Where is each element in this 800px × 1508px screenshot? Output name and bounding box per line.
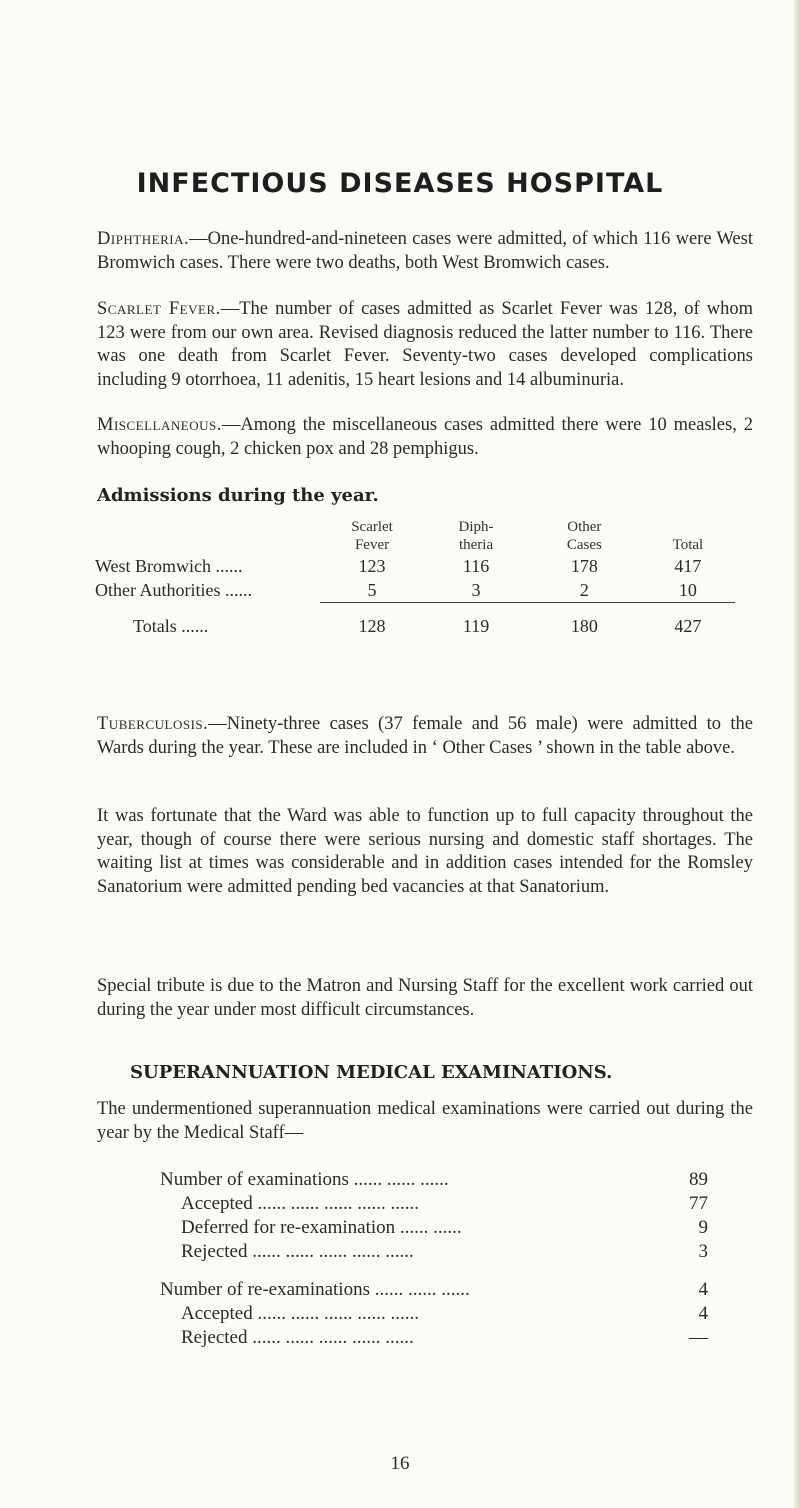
scarlet-heading: Scarlet Fever. [97, 299, 221, 319]
page-number: 16 [390, 1453, 410, 1474]
list-item-value: 77 [689, 1193, 708, 1214]
list-item-value: 9 [698, 1217, 708, 1238]
paragraph-diphtheria [97, 228, 753, 275]
table-row: West Bromwich ...... 123 116 178 417 [95, 555, 702, 576]
paragraph-fortunate: It was fortunate that the Ward was able to function up to full capacity throughout the year, though of course there were serious nursing and domestic staff shortages. The waiting list at times was considerable and in addition cases intended for the Romsley Sanatorium were admitted pending bed vacancies at that Sanatorium. [97, 806, 753, 897]
page-title: INFECTIOUS DISEASES HOSPITAL [136, 168, 664, 199]
superannuation-intro: The undermentioned superannuation medical examinations were carried out during the year by the Medical Staff— [97, 1099, 753, 1143]
totals-row: Totals ...... 128 119 180 427 [95, 603, 735, 638]
list-item-value: 89 [689, 1169, 708, 1190]
col-diphtheria: Diph- theria [458, 519, 494, 553]
admissions-header-row [95, 518, 735, 554]
paragraph-tuberculosis [97, 713, 753, 760]
list-item: Rejected ...... ...... ...... ...... ...... [181, 1241, 414, 1262]
list-item-value: 3 [698, 1241, 708, 1262]
paragraph-scarlet-fever [97, 298, 753, 392]
admissions-heading: Admissions during the year. [97, 485, 379, 506]
admissions-table [95, 518, 735, 637]
paragraph-tribute: Special tribute is due to the Matron and Nursing Staff for the excellent work carried out during the year under most difficult circumstances. [97, 976, 753, 1020]
list-item: Deferred for re-examination ...... ...... [181, 1217, 462, 1238]
col-scarlet-fever: Scarlet Fever [351, 519, 393, 553]
paragraph-miscellaneous [97, 414, 753, 461]
list-item: Number of re-examinations ...... ...... ...... [160, 1279, 470, 1300]
list-item: Accepted ...... ...... ...... ...... ...... [181, 1303, 419, 1324]
superannuation-heading: SUPERANNUATION MEDICAL EXAMINATIONS. [130, 1062, 613, 1083]
page-edge-shadow [794, 0, 800, 1508]
list-item-value: — [689, 1327, 708, 1348]
misc-text: —Among the miscellaneous cases admitted there were 10 measles, 2 whooping cough, 2 chicken pox and 28 pemphigus. [97, 415, 753, 459]
scarlet-text: —The number of cases admitted as Scarlet Fever was 128, of whom 123 were from our own area. Revised diagnosis reduced the latter number to 116. There was one death from Scarlet Fever. Seventy-two cases developed complications including 9 otorrhoea, 11 adenitis, 15 heart lesions and 14 albuminuria. [97, 299, 753, 390]
misc-heading: Miscellaneous. [97, 415, 222, 435]
list-item: Number of examinations ...... ...... ...... [160, 1169, 449, 1190]
tuberculosis-text: —Ninety-three cases (37 female and 56 male) were admitted to the Wards during the year. These are included in ‘ Other Cases ’ shown in the table above. [97, 714, 753, 758]
list-item: Accepted ...... ...... ...... ...... ...... [181, 1193, 419, 1214]
diphtheria-text: —One-hundred-and-nineteen cases were admitted, of which 116 were West Bromwich cases. There were two deaths, both West Bromwich cases. [97, 229, 753, 273]
table-row: Other Authorities ...... 5 3 2 10 [95, 579, 697, 600]
diphtheria-heading: Diphtheria. [97, 229, 190, 249]
list-item: Rejected ...... ...... ...... ...... ...... [181, 1327, 414, 1348]
col-other-cases: Other Cases [566, 519, 602, 553]
col-total: Total [672, 537, 704, 553]
list-item-value: 4 [698, 1303, 708, 1324]
list-item-value: 4 [698, 1279, 708, 1300]
tuberculosis-heading: Tuberculosis. [97, 714, 209, 734]
